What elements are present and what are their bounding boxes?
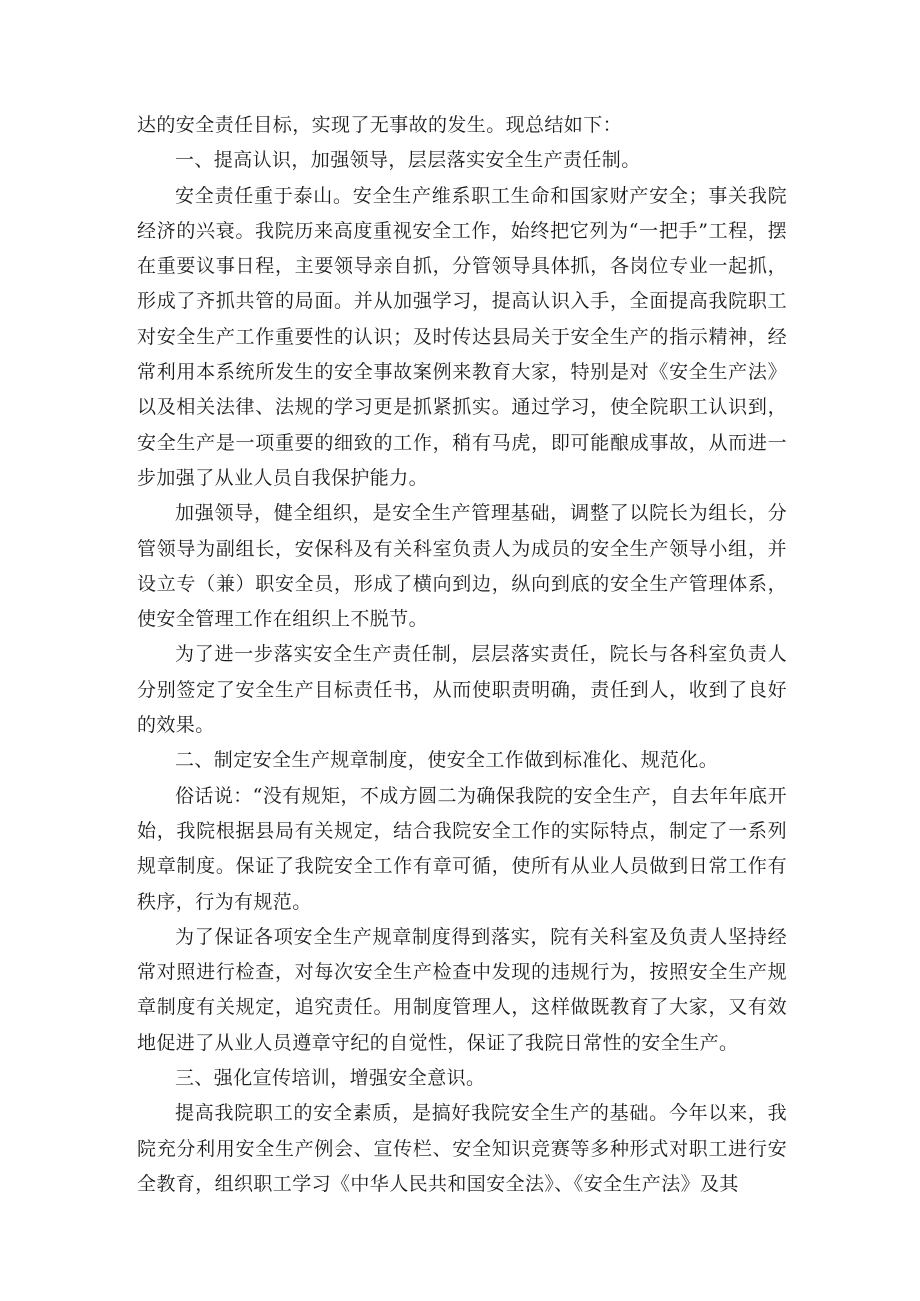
paragraph-inspection: 为了保证各项安全生产规章制度得到落实，院有关科室及负责人坚持经常对照进行检查，对每次安全生产检查中发现的违规行为，按照安全生产规章制度有关规定，追究责任。用制度管理人，这样做既教育了大家，又有效地促进了从业人员遵章守纪的自觉性，保证了我院日常性的安全生产。 bbox=[137, 925, 787, 1054]
paragraph-responsibility: 安全责任重于泰山。安全生产维系职工生命和国家财产安全；事关我院经济的兴衰。我院历来高度重视安全工作，始终把它列为“一把手”工程，摆在重要议事日程，主要领导亲自抓，分管领导具体抓，各岗位专业一起抓，形成了齐抓共管的局面。并从加强学习，提高认识入手，全面提高我院职工对安全生产工作重要性的认识；及时传达县局关于安全生产的指示精神，经常利用本系统所发生的安全事故案例来教育大家，特别是对《安全生产法》以及相关法律、法规的学习更是抓紧抓实。通过学习，使全院职工认识到，安全生产是一项重要的细致的工作，稍有马虎，即可能酿成事故，从而进一步加强了从业人员自我保护能力。 bbox=[137, 184, 787, 489]
section-heading-2: 二、制定安全生产规章制度，使安全工作做到标准化、规范化。 bbox=[175, 749, 719, 772]
paragraph-accountability: 为了进一步落实安全生产责任制，层层落实责任，院长与各科室负责人分别签定了安全生产目标责任书，从而使职责明确，责任到人，收到了良好的效果。 bbox=[137, 643, 787, 737]
paragraph-training: 提高我院职工的安全素质，是搞好我院安全生产的基础。今年以来，我院充分利用安全生产例会、宣传栏、安全知识竞赛等多种形式对职工进行安全教育，组织职工学习《中华人民共和国安全法》、《安全生产法》及其 bbox=[137, 1102, 787, 1195]
section-heading-3: 三、强化宣传培训，增强安全意识。 bbox=[175, 1067, 486, 1090]
document-body bbox=[137, 108, 787, 1202]
paragraph-continuation: 达的安全责任目标，实现了无事故的发生。现总结如下： bbox=[137, 114, 623, 136]
section-heading-1: 一、提高认识，加强领导，层层落实安全生产责任制。 bbox=[175, 149, 641, 172]
paragraph-rules: 俗话说：“没有规矩，不成方圆二为确保我院的安全生产，自去年年底开始，我院根据县局有关规定，结合我院安全工作的实际特点，制定了一系列规章制度。保证了我院安全工作有章可循，使所有从业人员做到日常工作有秩序，行为有规范。 bbox=[137, 784, 787, 913]
paragraph-leadership: 加强领导，健全组织，是安全生产管理基础，调整了以院长为组长，分管领导为副组长，安保科及有关科室负责人为成员的安全生产领导小组，并设立专（兼）职安全员，形成了横向到边，纵向到底的安全生产管理体系，使安全管理工作在组织上不脱节。 bbox=[137, 502, 787, 631]
